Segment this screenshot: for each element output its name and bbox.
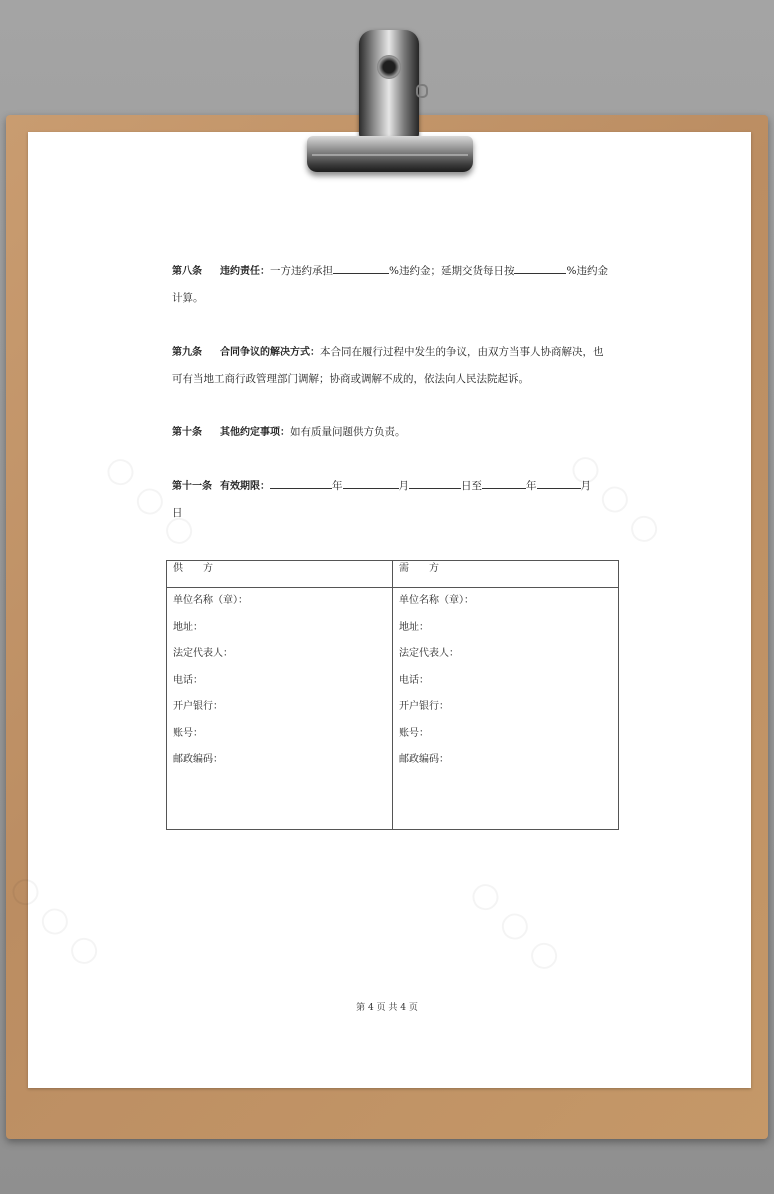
blank-line [409, 476, 461, 489]
binder-clip-highlight [312, 154, 468, 156]
field-label: 账号： [173, 727, 203, 739]
field-label: 电话： [399, 674, 429, 686]
article-text: %违约金；延期交货每日按 [389, 265, 515, 277]
field-label: 账号： [399, 727, 429, 739]
blank-line [333, 261, 389, 274]
article-number: 第九条 [172, 347, 202, 358]
field-label: 法定代表人： [173, 648, 233, 659]
article-8 [172, 258, 612, 312]
blank-line [537, 476, 581, 489]
buyer-fields [393, 588, 619, 830]
article-text: 计算。 [172, 292, 204, 304]
field-label: 邮政编码： [173, 754, 223, 765]
parties-table [166, 560, 619, 830]
field-label: 地址： [399, 621, 429, 633]
blank-line [482, 476, 526, 489]
article-heading: 违约责任： [220, 266, 270, 277]
year-label: 年 [526, 480, 537, 492]
article-text: 一方违约承担 [270, 265, 333, 277]
article-text: %违约金 [566, 265, 608, 277]
blank-line [514, 261, 566, 274]
article-9 [172, 339, 612, 393]
blank-line [343, 476, 399, 489]
article-heading: 合同争议的解决方式： [220, 347, 320, 358]
supplier-header: 供 方 [167, 561, 393, 588]
month-label: 月 [398, 480, 409, 492]
supplier-fields [167, 588, 393, 830]
year-label: 年 [332, 480, 343, 492]
field-label: 开户银行： [173, 701, 223, 712]
field-label: 法定代表人： [399, 648, 459, 659]
field-label: 开户银行： [399, 701, 449, 712]
article-number: 第十一条 [172, 481, 212, 492]
article-heading: 其他约定事项： [220, 427, 290, 438]
month-label: 月 [580, 480, 591, 492]
field-label: 单位名称（章）： [173, 595, 248, 606]
binder-clip-handle [359, 30, 419, 140]
article-10 [172, 419, 612, 446]
page-number: 第 4 页 共 4 页 [356, 1003, 418, 1013]
article-11 [172, 473, 612, 527]
binder-clip-ring [416, 84, 428, 98]
field-label: 单位名称（章）： [399, 595, 474, 606]
field-label: 电话： [173, 674, 203, 686]
article-text: 可有当地工商行政管理部门调解；协商或调解不成的，依法向人民法院起诉。 [172, 373, 529, 385]
day-label: 日 [172, 507, 183, 519]
blank-line [270, 476, 332, 489]
article-number: 第八条 [172, 266, 202, 277]
article-heading: 有效期限： [220, 481, 270, 492]
buyer-header: 需 方 [393, 561, 619, 588]
article-number: 第十条 [172, 427, 202, 438]
field-label: 地址： [173, 621, 203, 633]
binder-clip-hole [377, 55, 401, 79]
day-to-label: 日至 [461, 480, 482, 492]
field-label: 邮政编码： [399, 754, 449, 765]
article-text: 本合同在履行过程中发生的争议，由双方当事人协商解决，也 [320, 346, 604, 358]
article-text: 如有质量问题供方负责。 [290, 426, 406, 438]
